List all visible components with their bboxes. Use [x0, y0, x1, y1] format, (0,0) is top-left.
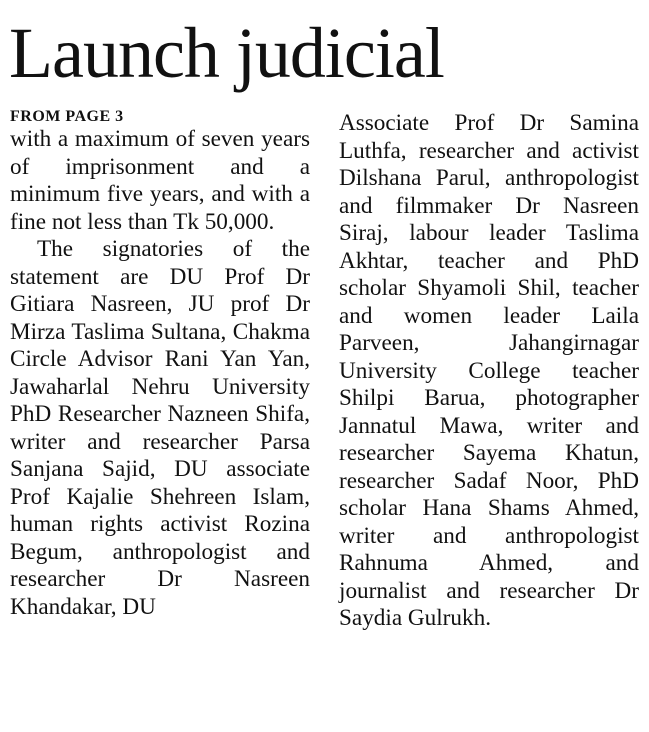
- right-paragraph-1: Associate Prof Dr Samina Luthfa, researcher and activist Dilshana Parul, anthropologist and filmmaker Dr Nasreen Siraj, labour leader Taslima Akhtar, teacher and PhD scholar Shyamoli Shil, teacher and women leader Laila Parveen, Jahangirnagar University College teacher Shilpi Barua, photographer Jannatul Mawa, writer and researcher Sayema Khatun, researcher Sadaf Noor, PhD scholar Hana Shams Ahmed, writer and anthropologist Rahnuma Ahmed, and journalist and researcher Dr Saydia Gulrukh.: [339, 110, 639, 631]
- headline: Launch judicial: [9, 13, 444, 93]
- jump-label: FROM PAGE 3: [10, 108, 124, 125]
- article-column-left: [10, 108, 310, 621]
- left-paragraph-2: The signatories of the statement are DU Prof Dr Gitiara Nasreen, JU prof Dr Mirza Taslima Sultana, Chakma Circle Advisor Rani Yan Yan, Jawaharlal Nehru University PhD Researcher Nazneen Shifa, writer and researcher Parsa Sanjana Sajid, DU associate Prof Kajalie Shehreen Islam, human rights activist Rozina Begum, anthropologist and researcher Dr Nasreen Khandakar, DU: [10, 236, 310, 620]
- left-paragraph-1: with a maximum of seven years of imprisonment and a minimum five years, and with a fine not less than Tk 50,000.: [10, 126, 310, 235]
- article-column-right: [339, 110, 639, 633]
